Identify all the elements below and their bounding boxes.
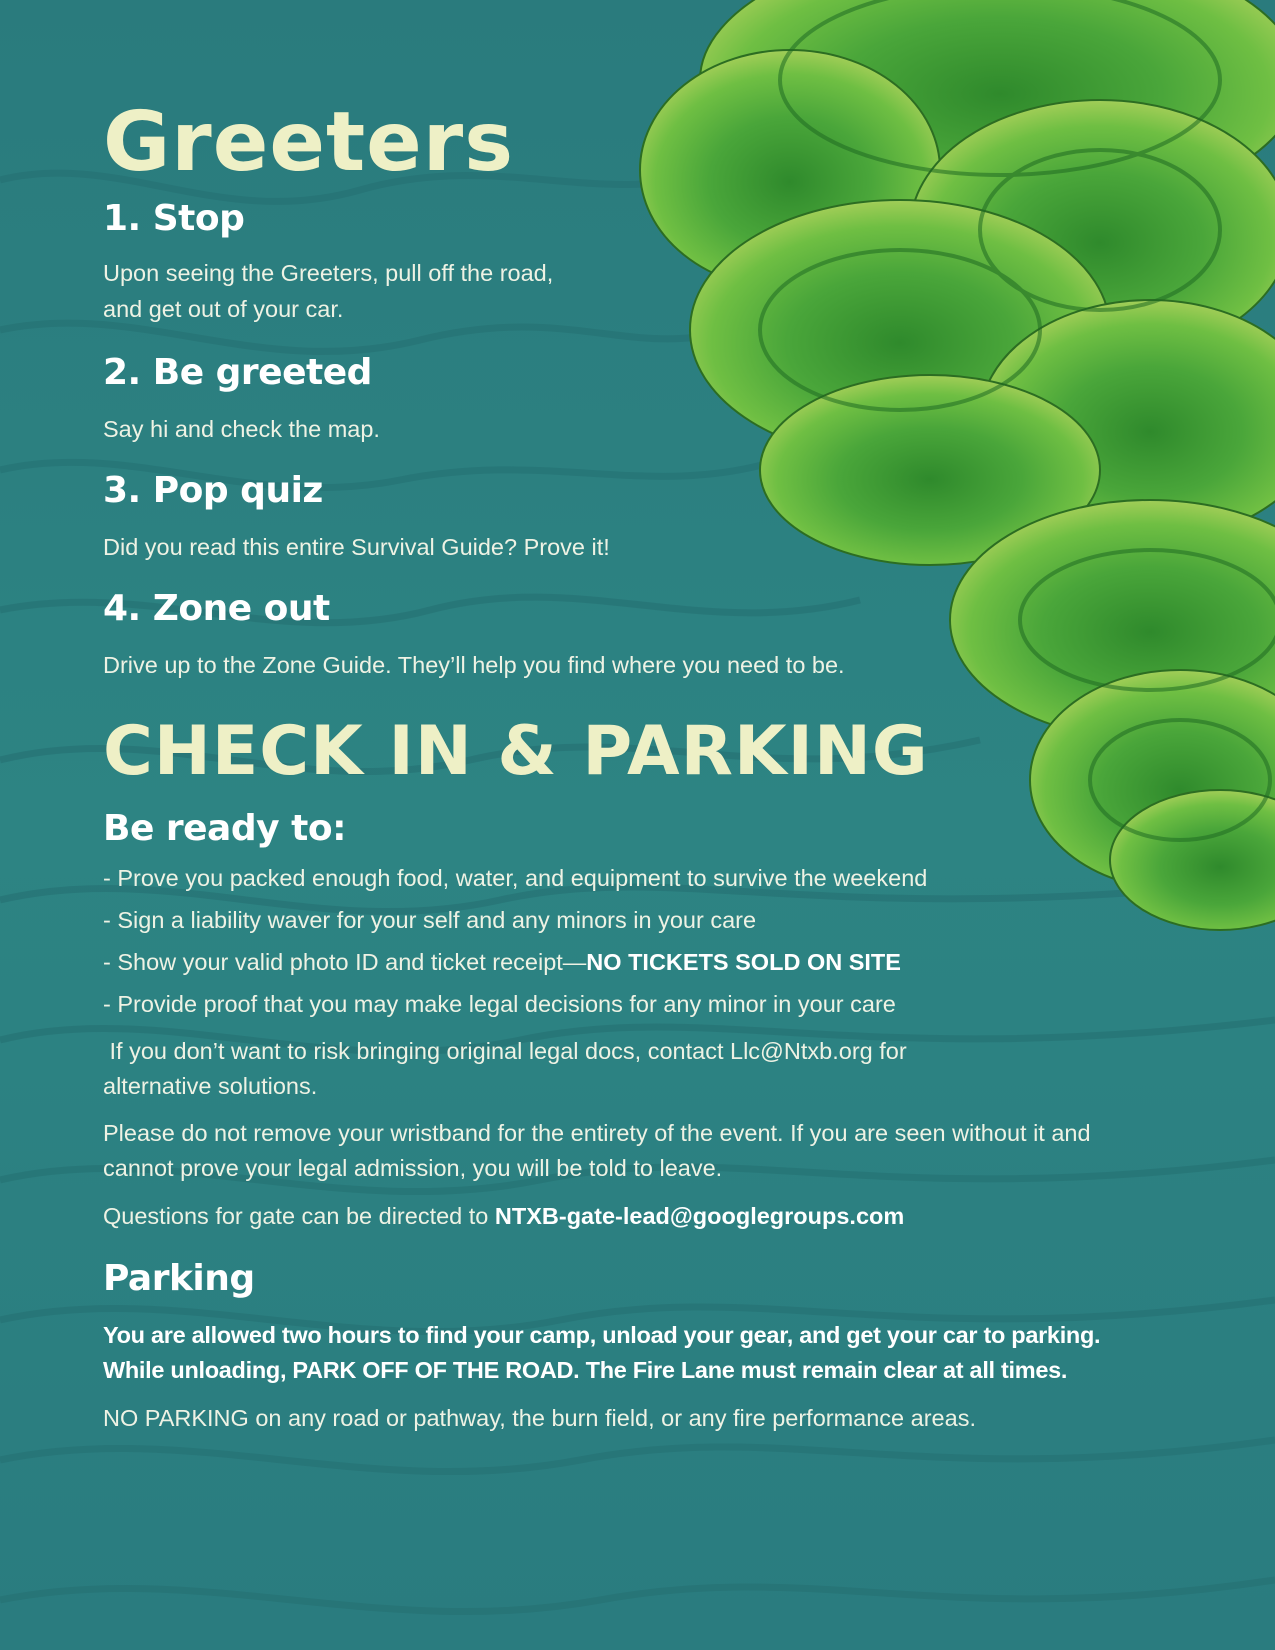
ready-item: - Sign a liability waver for your self and any minors in your care	[103, 907, 757, 933]
no-parking-details: on any road or pathway, the burn field, or any fire performance areas.	[248, 1405, 976, 1431]
step-heading: 2. Be greeted	[103, 352, 372, 393]
checkin-title: CHECK IN & PARKING	[103, 712, 929, 791]
step-text: Upon seeing the Greeters, pull off the road,	[103, 260, 554, 286]
no-parking-text	[103, 1400, 976, 1437]
ready-item-id	[103, 944, 901, 981]
legal-docs-text: If you don’t want to risk bringing original legal docs, contact Llc@Ntxb.org for	[103, 1038, 907, 1064]
step-heading: 4. Zone out	[103, 588, 330, 629]
wristband-text: Please do not remove your wristband for the entirety of the event. If you are seen without it and	[103, 1120, 1091, 1146]
wristband-text: cannot prove your legal admission, you will be told to leave.	[103, 1155, 723, 1181]
parking-rules: While unloading, PARK OFF OF THE ROAD. The Fire Lane must remain clear at all times.	[103, 1357, 1068, 1383]
no-tickets-emphasis: NO TICKETS SOLD ON SITE	[586, 949, 901, 975]
ready-item: - Prove you packed enough food, water, and equipment to survive the weekend	[103, 865, 928, 891]
gate-lead-email-link[interactable]: NTXB-gate-lead@googlegroups.com	[494, 1203, 905, 1229]
greeters-title: Greeters	[103, 95, 515, 190]
legal-docs-text: alternative solutions.	[103, 1073, 318, 1099]
no-parking-label: NO PARKING	[103, 1405, 249, 1431]
step-text: Say hi and check the map.	[103, 416, 380, 442]
ready-heading: Be ready to:	[103, 808, 346, 849]
step-text: Did you read this entire Survival Guide? Prove it!	[103, 534, 610, 560]
parking-heading: Parking	[103, 1258, 255, 1299]
questions-label: Questions for gate can be directed to	[103, 1203, 495, 1229]
parking-rules: You are allowed two hours to find your camp, unload your gear, and get your car to parking.	[103, 1322, 1101, 1348]
ready-item: - Provide proof that you may make legal decisions for any minor in your care	[103, 991, 896, 1017]
step-text: Drive up to the Zone Guide. They’ll help you find where you need to be.	[103, 652, 845, 678]
id-item-text: - Show your valid photo ID and ticket receipt—	[103, 949, 587, 975]
step-heading: 1. Stop	[103, 198, 245, 239]
questions-text	[103, 1198, 904, 1235]
step-text: and get out of your car.	[103, 296, 344, 322]
step-heading: 3. Pop quiz	[103, 470, 323, 511]
